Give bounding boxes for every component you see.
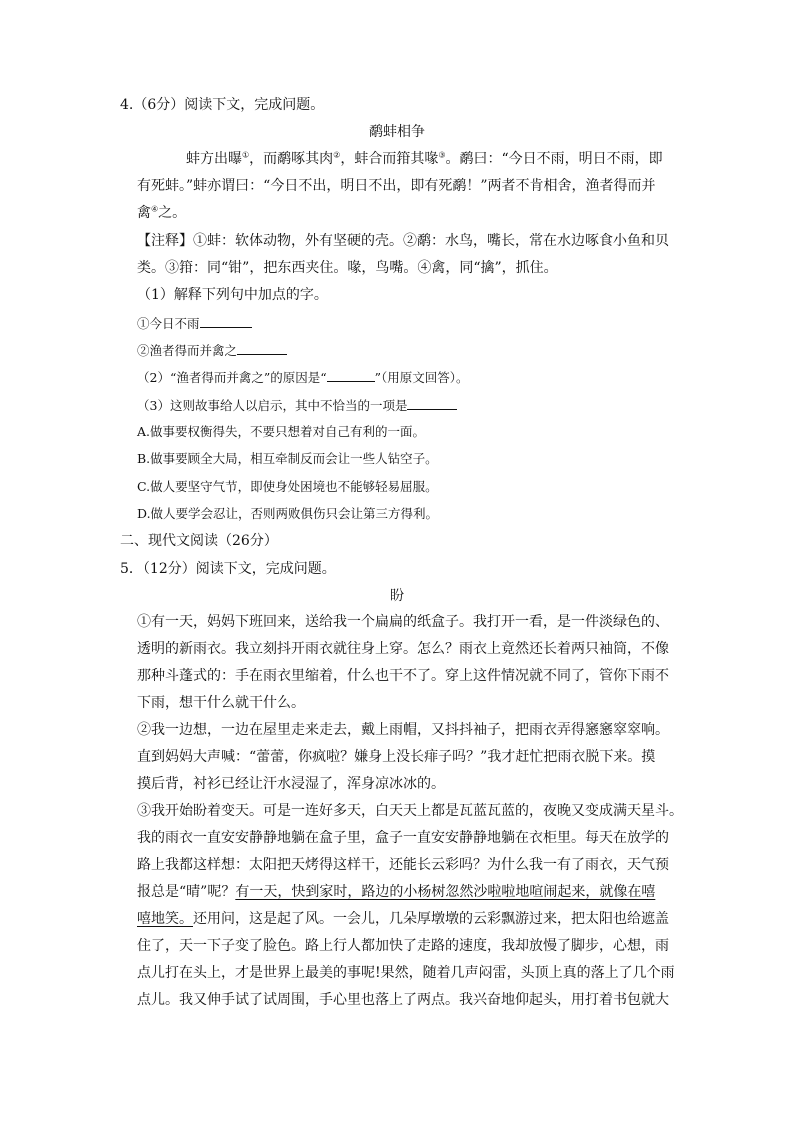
footnote-mark-4: ④: [151, 204, 159, 214]
article-line: 点儿打在头上，才是世界上最美的事呢!果然，随着几声闷雷，头顶上真的落上了几个雨: [137, 965, 675, 981]
underlined-sentence-end: 嘻地笑。: [137, 911, 193, 927]
article-line: 点儿。我又伸手试了试周围，手心里也落上了两点。我兴奋地仰起头，用打着书包就大: [137, 992, 669, 1008]
underlined-sentence: 有一天，快到家时，路边的小杨树忽然沙啦啦地喧闹起来，就像在嘻: [235, 884, 656, 900]
passage-title-yubang: 鹬蚌相争: [369, 124, 425, 140]
article-line: 那种斗蓬式的：手在雨衣里缩着，什么也干不了。穿上这件情况就不同了，管你下雨不: [137, 668, 669, 684]
article-line: 路上我都这样想：太阳把天烤得这样干，还能长云彩吗？为什么我一有了雨衣，天气预: [137, 857, 669, 873]
subquestion-2: （2）“渔者得而并禽之”的原因是“ ”（用原文回答）。: [137, 367, 469, 388]
answer-blank-3[interactable]: [407, 395, 457, 410]
article-line-underlined-start: 报总是“晴”呢？有一天，快到家时，路边的小杨树忽然沙啦啦地喧闹起来，就像在嘻: [137, 884, 656, 900]
option-b: B.做事要顾全大局，相互牵制反而会让一些人钻空子。: [137, 451, 438, 466]
question-5-heading: 5．（12分）阅读下文，完成问题。: [120, 561, 336, 577]
footnote-mark-2: ②: [333, 150, 341, 160]
article-line: 下雨，想干什么就干什么。: [137, 695, 305, 711]
subquestion-1-prompt: （1）解释下列句中加点的字。: [137, 287, 328, 303]
article-line-underlined-end: 嘻地笑。还用问，这是起了风。一会儿，几朵厚墩墩的云彩飘游过来，把太阳也给遮盖: [137, 911, 669, 927]
subquestion-1a: ①今日不雨: [137, 313, 252, 334]
article-line: ②我一边想，一边在屋里走来走去，戴上雨帽，又抖抖袖子，把雨衣弄得窸窸窣窣响。: [137, 722, 669, 738]
option-d: D.做人要学会忍让，否则两败俱伤只会让第三方得利。: [137, 506, 439, 521]
subquestion-1b: ②渔者得而并禽之: [137, 340, 287, 361]
answer-blank-2[interactable]: [327, 367, 375, 382]
passage-line-2: 有死蚌。”蚌亦谓曰：“今日不出，明日不出，即有死鹬！”两者不肯相舍，渔者得而并: [137, 178, 656, 194]
footnote-mark-3: ③: [438, 150, 446, 160]
footnote-mark-1: ①: [242, 150, 250, 160]
article-line: 住了，天一下子变了脸色。路上行人都加快了走路的速度，我却放慢了脚步，心想，雨: [137, 938, 669, 954]
answer-blank-1a[interactable]: [200, 313, 252, 328]
passage-line-3: 禽④之。: [137, 204, 187, 221]
notes-line-2: 类。③箝：同“钳”，把东西夹住。喙，鸟嘴。④禽，同“擒”，抓住。: [137, 260, 558, 276]
section-2-heading: 二、现代文阅读（26分）: [120, 533, 278, 549]
passage-title-pan: 盼: [390, 588, 404, 604]
answer-blank-1b[interactable]: [237, 340, 287, 355]
question-4-heading: 4.（6分）阅读下文，完成问题。: [120, 97, 325, 113]
article-line: 摸后背，衬衫已经让汗水浸湿了，浑身凉冰冰的。: [137, 776, 445, 792]
option-a: A.做事要权衡得失，不要只想着对自己有利的一面。: [137, 424, 426, 439]
option-c: C.做人要坚守气节，即使身处困境也不能够轻易屈服。: [137, 479, 438, 494]
article-line: 我的雨衣一直安安静静地躺在盒子里，盒子一直安安静静地躺在衣柜里。每天在放学的: [137, 830, 669, 846]
subquestion-3-prompt: （3）这则故事给人以启示，其中不恰当的一项是: [137, 395, 457, 416]
article-line: 直到妈妈大声喊：“蕾蕾，你疯啦？嫌身上没长痱子吗？”我才赶忙把雨衣脱下来。摸: [137, 749, 656, 765]
passage-line-1: 蚌方出曝①，而鹬啄其肉②，蚌合而箝其喙③。鹬曰：“今日不雨，明日不雨，即: [186, 150, 663, 167]
notes-line-1: 【注释】①蚌：软体动物，外有坚硬的壳。②鹬：水鸟，嘴长，常在水边啄食小鱼和贝: [137, 233, 669, 249]
article-line: 透明的新雨衣。我立刻抖开雨衣就往身上穿。怎么？雨衣上竟然还长着两只袖筒，不像: [137, 641, 669, 657]
article-line: ①有一天，妈妈下班回来，送给我一个扁扁的纸盒子。我打开一看，是一件淡绿色的、: [137, 614, 669, 630]
article-line: ③我开始盼着变天。可是一连好多天，白天天上都是瓦蓝瓦蓝的，夜晚又变成满天星斗。: [137, 803, 683, 819]
